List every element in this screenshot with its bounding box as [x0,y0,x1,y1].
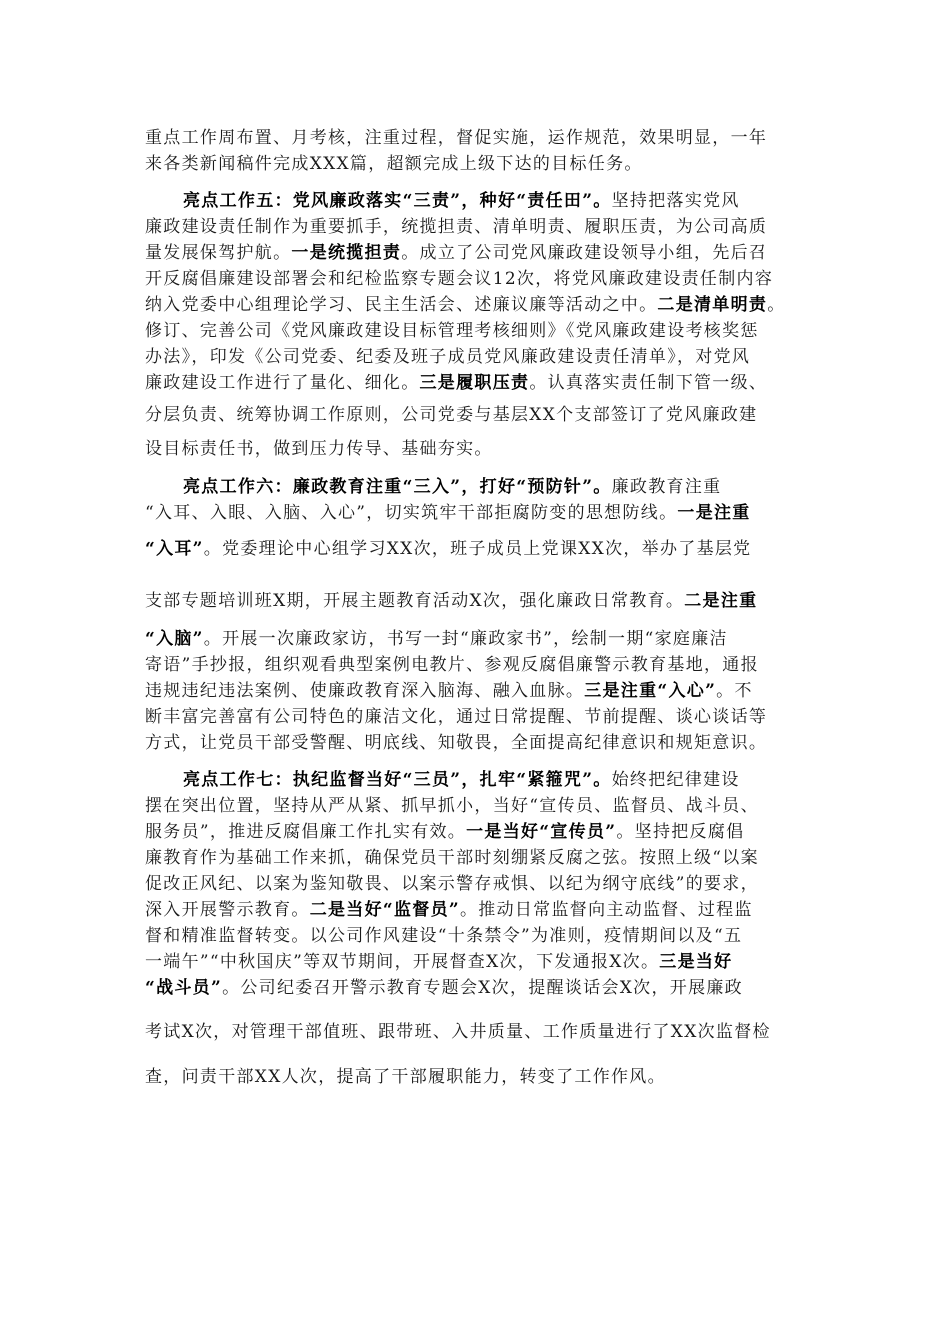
text-line [145,821,811,843]
text-line [145,977,811,999]
bold-run: 三是当好 [659,952,733,972]
text-run: 廉政建设工作进行了量化、细化。 [145,373,420,393]
bold-run: 二是当好“监督员” [309,900,460,920]
bold-run: 二是注重 [684,591,758,611]
bold-run: 一是注重 [677,503,751,523]
text-line [145,372,811,394]
text-line [145,951,811,973]
text-line [145,899,811,921]
text-run: 。 [767,295,786,315]
text-line [145,873,811,895]
text-line [145,242,811,264]
text-line [145,502,811,524]
text-run: 摆在突出位置，坚持从严从紧、抓早抓小，当好“宣传员、监督员、战斗员、 [145,796,759,816]
text-run: 。开展一次廉政家访，书写一封“廉政家书”，绘制一期“家庭廉洁 [203,629,728,649]
text-run: 设目标责任书，做到压力传导、基础夯实。 [145,439,493,459]
text-run: 办法》，印发《公司党委、纪委及班子成员党风廉政建设责任清单》，对党风 [145,347,751,367]
text-run: 。推动日常监督向主动监督、过程监 [459,900,753,920]
text-line [145,216,811,238]
bold-run: 亮点工作五：党风廉政落实“三责”，种好“责任田”。 [183,191,612,211]
text-line [145,628,811,650]
text-run: 违规违纪违法案例、使廉政教育深入脑海、融入血脉。 [145,681,585,701]
text-line [145,294,811,316]
text-line [145,438,811,460]
bold-run: 亮点工作六：廉政教育注重“三入”，打好“预防针”。 [183,477,612,497]
text-line [183,476,811,498]
text-run: 支部专题培训班X期，开展主题教育活动X次，强化廉政日常教育。 [145,591,685,611]
text-line [183,769,811,791]
text-line [183,190,811,212]
bold-run: 亮点工作七：执纪监督当好“三员”，扎牢“紧箍咒”。 [183,770,612,790]
text-run: 廉政建设责任制作为重要抓手，统揽担责、清单明责、履职压责，为公司高质 [145,217,768,237]
bold-run: 二是清单明责 [657,295,768,315]
text-run: 考试X次，对管理干部值班、跟带班、入井质量、工作质量进行了XX次监督检 [145,1022,771,1042]
text-run: 深入开展警示教育。 [145,900,310,920]
text-line [145,1066,811,1088]
text-line [145,732,811,754]
bold-run: 一是统揽担责 [291,243,402,263]
text-line [145,795,811,817]
text-run: 廉教育作为基础工作来抓，确保党员干部时刻绷紧反腐之弦。按照上级“以案 [145,848,759,868]
text-run: 坚持把落实党风 [611,191,740,211]
text-line [145,654,811,676]
text-line [145,127,811,149]
text-run: 。公司纪委召开警示教育专题会X次，提醒谈话会X次，开展廉政 [222,978,743,998]
bold-run: “战斗员” [145,978,223,998]
text-line [145,538,811,560]
text-run: 服务员”，推进反腐倡廉工作扎实有效。 [145,822,467,842]
text-run: 方式，让党员干部受警醒、明底线、知敬畏，全面提高纪律意识和规矩意识。 [145,733,768,753]
text-run: 量发展保驾护航。 [145,243,292,263]
text-run: 断丰富完善富有公司特色的廉洁文化，通过日常提醒、节前提醒、谈心谈话等 [145,707,768,727]
text-line [145,590,811,612]
text-run: 。成立了公司党风廉政建设领导小组，先后召 [401,243,768,263]
text-run: 开反腐倡廉建设部署会和纪检监察专题会议12次，将党风廉政建设责任制内容 [145,269,774,289]
text-run: 纳入党委中心组理论学习、民主生活会、述廉议廉等活动之中。 [145,295,658,315]
text-line [145,680,811,702]
text-run: 廉政教育注重 [611,477,722,497]
text-run: 。党委理论中心组学习XX次，班子成员上党课XX次，举办了基层党 [203,539,752,559]
bold-run: 三是注重“入心” [584,681,717,701]
text-run: 。坚持把反腐倡 [616,822,745,842]
bold-run: 三是履职压责 [419,373,530,393]
text-line [145,1021,811,1043]
text-line [145,404,811,426]
bold-run: “入脑” [145,629,204,649]
text-run: 促改正风纪、以案为鉴知敬畏、以案示警存戒惧、以纪为纲守底线”的要求， [145,874,759,894]
text-run: 。认真落实责任制下管一级、 [529,373,768,393]
text-line [145,268,811,290]
text-line [145,847,811,869]
text-run: 。不 [716,681,753,701]
text-run: 寄语”手抄报，组织观看典型案例电教片、参观反腐倡廉警示教育基地，通报 [145,655,759,675]
text-run: 一端午”“中秋国庆”等双节期间，开展督查X次，下发通报X次。 [145,952,660,972]
text-line [145,153,811,175]
bold-run: 一是当好“宣传员” [466,822,617,842]
text-run: 来各类新闻稿件完成XXX篇，超额完成上级下达的目标任务。 [145,154,643,174]
text-line [145,925,811,947]
text-run: 重点工作周布置、月考核，注重过程，督促实施，运作规范，效果明显，一年 [145,128,768,148]
bold-run: “入耳” [145,539,204,559]
text-line [145,320,811,342]
text-run: 查，问责干部XX人次，提高了干部履职能力，转变了工作作风。 [145,1067,666,1087]
text-line [145,706,811,728]
text-run: 修订、完善公司《党风廉政建设目标管理考核细则》《党风廉政建设考核奖惩 [145,321,759,341]
text-run: “入耳、入眼、入脑、入心”，切实筑牢干部拒腐防变的思想防线。 [145,503,678,523]
text-line [145,346,811,368]
text-run: 始终把纪律建设 [611,770,740,790]
text-run: 分层负责、统筹协调工作原则，公司党委与基层XX个支部签订了党风廉政建 [145,405,758,425]
text-run: 督和精准监督转变。以公司作风建设“十条禁令”为准则，疫情期间以及“五 [145,926,743,946]
